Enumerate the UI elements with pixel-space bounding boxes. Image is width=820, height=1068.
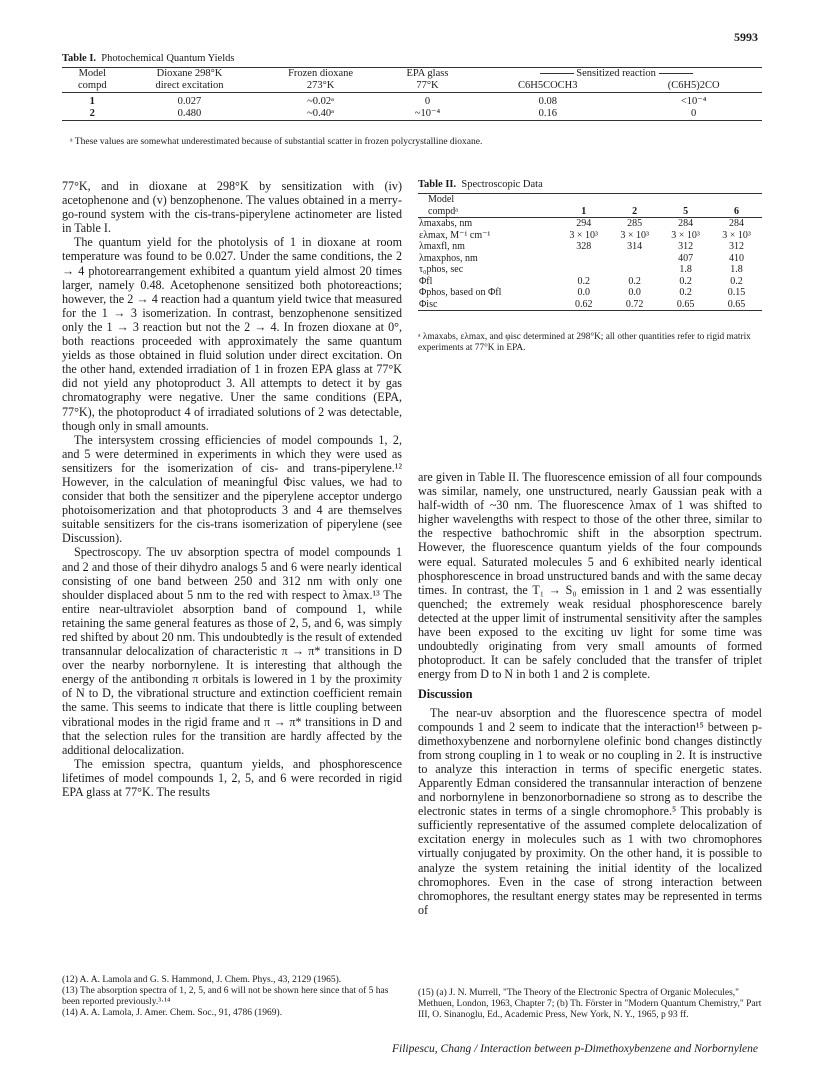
t2-cell: 410: [729, 252, 745, 264]
table-row: [418, 230, 762, 242]
t2-cell: 1.8: [679, 264, 692, 275]
t2-cell: 0.2: [628, 275, 641, 287]
table1-caption-label: Table I.: [62, 53, 97, 64]
footnotes-left: [62, 975, 402, 1019]
t2-col-head: 1: [558, 206, 609, 218]
t1-head-sens-label: Sensitized reaction: [576, 68, 656, 79]
t2-cell: 312: [729, 241, 745, 252]
t2-row-label: ελmax, M⁻¹ cm⁻¹: [419, 229, 491, 241]
t1-head-benzophenone: (C6H5)2CO: [625, 80, 762, 93]
t2-cell: 294: [576, 218, 592, 229]
t2-cell: 3 × 10³: [671, 229, 700, 241]
table-row: [418, 287, 762, 299]
t2-cell: 407: [678, 252, 694, 264]
t1-head-epa-b: 77°K: [385, 80, 470, 93]
table-row: [418, 253, 762, 265]
t2-row-label: λmaxfl, nm: [419, 241, 465, 252]
t2-cell: 328: [576, 241, 592, 252]
t2-cell: 0.2: [577, 275, 590, 287]
t1-head-model-a: Model: [62, 68, 123, 81]
paragraph: The quantum yield for the photolysis of 1 in dioxane at room temperature was found to be 0.027. Under the same conditions, the 2 → 4 photorearrangement exhibited a quantum yield almost 20 times larger, namely 0.48. Acetophenone sensitized both photoreactions; however, the 2 → 4 reaction had a quantum yield twice that measured for the 1 → 3 isomerization. In contrast, benzophenone sensitized only the 1 → 3 reaction but not the 2 → 4. In frozen dioxane at 0°, both reactions proceeded with approximately the same quantum yields as those obtained in fluid solution under direct excitation. On the other hand, extended irradiation of 1 in frozen EPA glass at 77°K did not yield any photoproduct 3. All attempts to detect it by gas chromatography were negative. Uner the same conditions (EPA, 77°K), the photoproduct 4 of irradiated solutions of 2 was detectable, though only in small amounts.: [62, 235, 402, 433]
t1-head-acetophenone: C6H5COCH3: [470, 80, 625, 93]
page-number: 5993: [734, 30, 758, 44]
footnote-item: (14) A. A. Lamola, J. Amer. Chem. Soc., 91, 4786 (1969).: [62, 1008, 283, 1018]
t2-row-label: λmaxabs, nm: [419, 218, 473, 229]
t2-head-model-b: compdᵃ: [418, 206, 558, 218]
t1-cell: ~10⁻⁴: [385, 108, 470, 121]
t2-cell: 284: [729, 218, 745, 229]
paragraph: 77°K, and in dioxane at 298°K by sensitization with (iv) acetophenone and (v) benzophenone. The values obtained in a merry-go-round system with the cis-trans-piperylene actinometer are listed in Table I.: [62, 179, 402, 236]
table-row: [418, 276, 762, 288]
t1-head-epa-a: EPA glass: [385, 68, 470, 81]
t2-cell: 0.2: [730, 275, 743, 287]
t1-head-frozen-b: 273°K: [256, 80, 384, 93]
paragraph: are given in Table II. The fluorescence emission of all four compounds was similar, namely, one unstructured, nearly Gaussian peak with a half-width of ~30 nm. The fluorescence λmax of 1 was shifted to higher wavelengths with respect to those of the other three, similar to the respective bathochromic shift in the absorption spectrum. However, the fluorescence quantum yields of the four compounds were equal. Saturated molecules 5 and 6 exhibited nearly identical phosphorescence in broad unstructured bands and with the same decay times. In contrast, the T₁ → S₀ emission in 1 and 2 was essentially quenched; the extremely weak residual phosphorescence barely detected at the upper limit of instrumental sensitivity after the samples have been exposed to the exciting uv light for some time was undoubtedly originating from very small amounts of formed photoproduct. It can be safely concluded that the transfer of triplet energy from D to N in both 1 and 2 is complete.: [418, 470, 762, 682]
t1-cell: 0: [424, 96, 431, 107]
footnotes-right: [418, 988, 762, 1021]
t2-cell: 0.2: [679, 287, 692, 298]
left-column-body: [62, 179, 402, 799]
paragraph: Spectroscopy. The uv absorption spectra of model compounds 1 and 2 and those of their dihydro analogs 5 and 6 were nearly identical consisting of one band between 250 and 312 nm with only one shoulder displaced about 5 nm to the red with respect to λmax.¹³ The entire near-ultraviolet absorption band of compound 1, while retaining the same general features as those of 2, 5, and 6, was simply red shifted by about 20 nm. This undoubtedly is the result of extended transannular delocalization of characteristic π → π* transitions in D over the nearby norbornylene. It is interesting that although the energy of the antibonding π orbitals is lowered in 1 by the proximity of N to D, the vibrational structure and extinction coefficient remain the same. This seems to indicate that there is little coupling between vibrational modes in the rigid frame and π → π* transitions in D and that the selection rules for the transition are hardly affected by the additional delocalization.: [62, 545, 402, 757]
t2-cell: [609, 264, 660, 276]
table2-caption: [418, 179, 543, 190]
t2-row-label: Φphos, based on Φfl: [419, 287, 502, 298]
table1-caption-text: Photochemical Quantum Yields: [101, 53, 235, 64]
t2-cell: 0.2: [679, 275, 692, 287]
table-row: [62, 108, 762, 121]
t1-cell: 0: [625, 108, 762, 121]
footnote-item: (13) The absorption spectra of 1, 2, 5, and 6 will not be shown here since that of 5 has been reported previously.³·¹⁴: [62, 986, 389, 1007]
t2-cell: 0.15: [727, 287, 746, 298]
t2-col-head: 5: [660, 206, 711, 218]
t2-row-label: λmaxphos, nm: [419, 252, 478, 264]
t1-cell: <10⁻⁴: [680, 96, 707, 107]
paragraph: The intersystem crossing efficiencies of model compounds 1, 2, and 5 were determined in experiments in which they were used as sensitizers for the isomerization of cis- and trans-piperylene.¹² However, in the calculation of meaningful Φisc values, we had to consider that both the sensitizer and the piperylene acceptor undergo photoisomerization and that photoproducts 3 and 4 are themselves suitable sensitizers for the cis-trans isomerization of piperylene (see Discussion).: [62, 432, 402, 546]
t1-cell: 2: [62, 108, 123, 121]
t2-cell: 0.65: [660, 299, 711, 311]
table2-caption-label: Table II.: [418, 179, 457, 190]
t1-head-model-b: compd: [62, 80, 123, 93]
running-footer: Filipescu, Chang / Interaction between p-Dimethoxybenzene and Norbornylene: [392, 1043, 758, 1055]
table-row: [418, 218, 762, 230]
table1-footnote: ᵃ These values are somewhat underestimated because of substantial scatter in frozen polycrystalline dioxane.: [70, 137, 483, 147]
t2-cell: 0.0: [577, 287, 590, 298]
t2-cell: 3 × 10³: [569, 229, 599, 241]
t1-cell: 0.16: [470, 108, 625, 121]
table-row: [418, 299, 762, 311]
t2-cell: 285: [627, 218, 643, 229]
t2-cell: 284: [678, 218, 694, 229]
t1-head-frozen-a: Frozen dioxane: [256, 68, 384, 81]
t1-cell: 0.480: [123, 108, 257, 121]
t2-cell: 314: [627, 241, 643, 252]
t1-cell: 0.08: [538, 96, 557, 107]
t1-cell: ~0.40ᵃ: [256, 108, 384, 121]
t2-cell: 0.0: [628, 287, 641, 298]
right-column-body: [418, 470, 762, 917]
table2-caption-text: Spectroscopic Data: [461, 179, 543, 190]
t2-row-label: Φisc: [418, 299, 558, 311]
t2-cell: [558, 253, 609, 265]
footnote-item: (12) A. A. Lamola and G. S. Hammond, J. Chem. Phys., 43, 2129 (1965).: [62, 975, 342, 985]
t2-cell: [558, 264, 609, 276]
t2-cell: 0.62: [558, 299, 609, 311]
t1-cell: 1: [89, 96, 95, 107]
t2-cell: 3 × 10³: [620, 229, 649, 241]
table2-footnote: ᵃ λmaxabs, ελmax, and φisc determined at 298°K; all other quantities refer to rigid matrix experiments at 77°K in EPA.: [418, 332, 751, 353]
footnote-item: (15) (a) J. N. Murrell, "The Theory of the Electronic Spectra of Organic Molecules," Methuen, London, 1963, Chapter 7; (b) Th. Förster in "Modern Quantum Chemistry," Part III, O. Sinanoglu, Ed., Academic Press, New York, N. Y., 1965, p 93 ff.: [418, 988, 762, 1020]
t1-head-dioxane-a: Dioxane 298°K: [123, 68, 257, 81]
t2-row-label: Φfl: [419, 275, 433, 287]
t2-cell: 1.8: [730, 264, 743, 275]
table2: [418, 193, 762, 311]
t2-row-label: τ₀phos, sec: [419, 264, 464, 275]
table1-caption: [62, 53, 234, 64]
table-row: [418, 241, 762, 253]
paragraph: The emission spectra, quantum yields, and phosphorescence lifetimes of model compounds 1, 2, 5, and 6 were recorded in rigid EPA glass at 77°K. The results: [62, 756, 402, 800]
table-row: [62, 93, 762, 109]
t2-cell: 3 × 10³: [722, 229, 751, 241]
t2-col-head: 2: [609, 206, 660, 218]
t2-head-model-a: Model: [418, 194, 558, 206]
t2-col-head: 6: [711, 206, 762, 218]
t2-cell: [609, 253, 660, 265]
paragraph: The near-uv absorption and the fluorescence spectra of model compounds 1 and 2 seem to indicate that the interaction¹⁵ between p-dimethoxybenzene and norbornylene olefinic bond changes distinctly from strong coupling in 1 to weak or no coupling in 2. It is instructive to analyze this interaction in terms of specific energetic states. Apparently Edman considered the transannular interaction of benzene and norbornylene in benzonorbornadiene so strong as to describe the electronic states in terms of a single chromophore.⁵ This probably is sufficiently representative of the assumed complete delocalization of excitation energy in molecules such as 1 with two chromophores virtually conjugated by proximity. On the other hand, it is possible to analyze the system retaining the initial identity of the localized chromophores. Even in the case of strong interaction between chromophores, the resultant energy states may be represented in terms of: [418, 705, 762, 917]
section-heading-discussion: Discussion: [418, 687, 473, 702]
t1-cell: 0.027: [177, 96, 202, 107]
table-row: [418, 264, 762, 276]
t1-cell: ~0.02ᵃ: [307, 96, 335, 107]
t2-cell: 0.72: [609, 299, 660, 311]
t2-cell: 0.65: [711, 299, 762, 311]
t1-head-dioxane-b: direct excitation: [123, 80, 257, 93]
t1-head-sensitized: [470, 68, 762, 81]
t2-cell: 312: [678, 241, 694, 252]
table1: [62, 67, 762, 121]
